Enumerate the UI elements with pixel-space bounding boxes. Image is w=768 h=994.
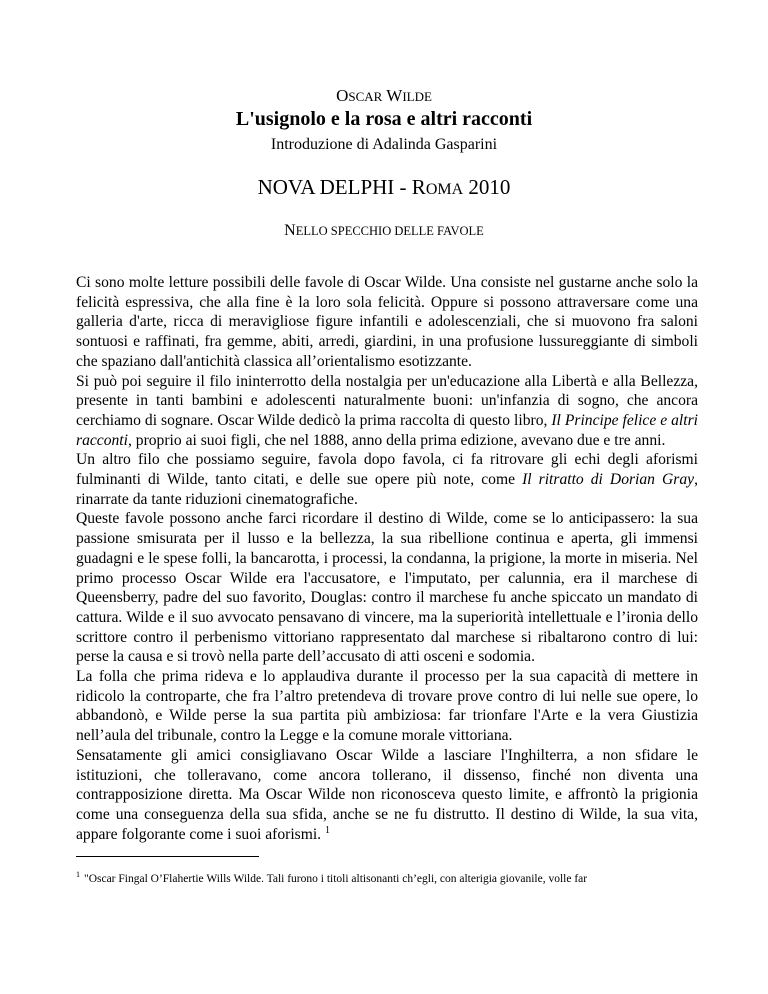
paragraph-2-text-b: , proprio ai suoi figli, che nel 1888, anno della prima edizione, avevano due e tre anni.: [127, 431, 666, 449]
author-first-rest: SCAR: [348, 89, 383, 104]
footnote-divider: [76, 856, 259, 857]
author-last-rest: ILDE: [402, 89, 432, 104]
paragraph-4: Queste favole possono anche farci ricordare il destino di Wilde, come se lo anticipassero: la sua passione smisurata per il lusso e la bellezza, la sua ribellione continua e aperta, gli immensi guadagni e le spese folli, la bancarotta, i processi, la condanna, la prigione, la morte in miseria. Nel primo processo Oscar Wilde era l'accusatore, e l'imputato, per calunnia, era il marchese di Queensberry, padre del suo favorito, Douglas: contro il marchese fu anche spiccato un mandato di cattura. Wilde e il suo avvocato pensavano di vincere, ma la superiorità intellettuale e l’ironia dello scrittore contro il perbenismo vittoriano rappresentato dal marchese si ribaltarono contro di lui: perse la causa e si trovò nella parte dell’accusato di atti osceni e sodomia.: [76, 510, 698, 666]
footnote-number: 1: [76, 870, 80, 879]
dorian-gray-italic: Il ritratto di Dorian Gray: [522, 471, 695, 489]
footnote-text: "Oscar Fingal O’Flahertie Wills Wilde. Tali furono i titoli altisonanti ch’egli, con alterigia giovanile, volle far: [84, 872, 588, 885]
paragraph-3-text-a: Un altro filo che possiamo seguire, favola dopo favola, ci fa ritrovare gli echi degli aforismi fulminanti di Wilde, tanto citati, e delle sue opere più note, come: [76, 451, 698, 489]
author-name: [0, 86, 768, 106]
publisher-main: NOVA DELPHI - R: [257, 175, 426, 199]
paragraph-2-text-a: Si può poi seguire il filo ininterrotto della nostalgia per un'educazione alla Libertà e alla Bellezza, presente in tanti bambini e adolescenti naturalmente buoni: un'infanzia di sogno, che ancora cerchiamo di sognare. Oscar Wilde dedicò la prima raccolta di questo libro,: [76, 372, 698, 429]
paragraph-3: [76, 450, 698, 509]
paragraph-6-text: Sensatamente gli amici consigliavano Oscar Wilde a lasciare l'Inghilterra, a non sfidare le istituzioni, che tolleravano, come ancora tollerano, il dissenso, finché non diventa una contrapposizione diretta. Ma Oscar Wilde non riconosceva questo limite, e affrontò la prigionia come una conseguenza della sua sfida, anche se ne fu distrutto. Il destino di Wilde, la sua vita, appare folgorante come i suoi aforismi.: [76, 746, 698, 843]
book-title-italic: Il Principe felice e altri racconti: [76, 411, 698, 449]
footnote: [76, 870, 716, 885]
publisher-line: [0, 175, 768, 200]
publisher-city-rest: OMA: [425, 181, 464, 198]
introduction-credit: Introduzione di Adalinda Gasparini: [270, 136, 498, 153]
paragraph-2: [76, 372, 698, 451]
author-first-initial: O: [336, 86, 349, 105]
body-text: [76, 273, 698, 844]
section-rest: ELLO SPECCHIO DELLE FAVOLE: [295, 224, 484, 238]
paragraph-3-text-b: , rinarrate da tante riduzioni cinematografiche.: [76, 471, 698, 508]
author-last-initial: W: [386, 86, 403, 105]
paragraph-5: La folla che prima rideva e lo applaudiva durante il processo per la sua capacità di mettere in ridicolo la controparte, che fra l’altro pretendeva di trovare prove contro di lui nelle sue opere, lo abbandonò, e Wilde perse la sua partita più ambiziosa: far trionfare l'Arte e la vera Giustizia nell’aula del tribunale, contro la Legge e la comune morale vittoriana.: [76, 668, 698, 745]
section-initial: N: [284, 222, 296, 239]
publisher-year: 2010: [463, 175, 511, 199]
book-title: L'usignolo e la rosa e altri racconti: [235, 108, 533, 130]
paragraph-1: Ci sono molte letture possibili delle favole di Oscar Wilde. Una consiste nel gustarne anche solo la felicità espressiva, che alla fine è la loro sola felicità. Oppure si possono attraversare come una galleria d'arte, ricca di meravigliose figure infantili e adolescenziali, che si muovono fra saloni sontuosi e raffinati, fra gemme, abiti, arredi, giardini, in una profusione lussureggiante di simboli che spaziano dall'antichità classica all’orientalismo esotizzante.: [76, 274, 698, 370]
section-heading: [0, 222, 768, 240]
paragraph-6: [76, 746, 698, 845]
footnote-reference[interactable]: 1: [324, 824, 330, 836]
